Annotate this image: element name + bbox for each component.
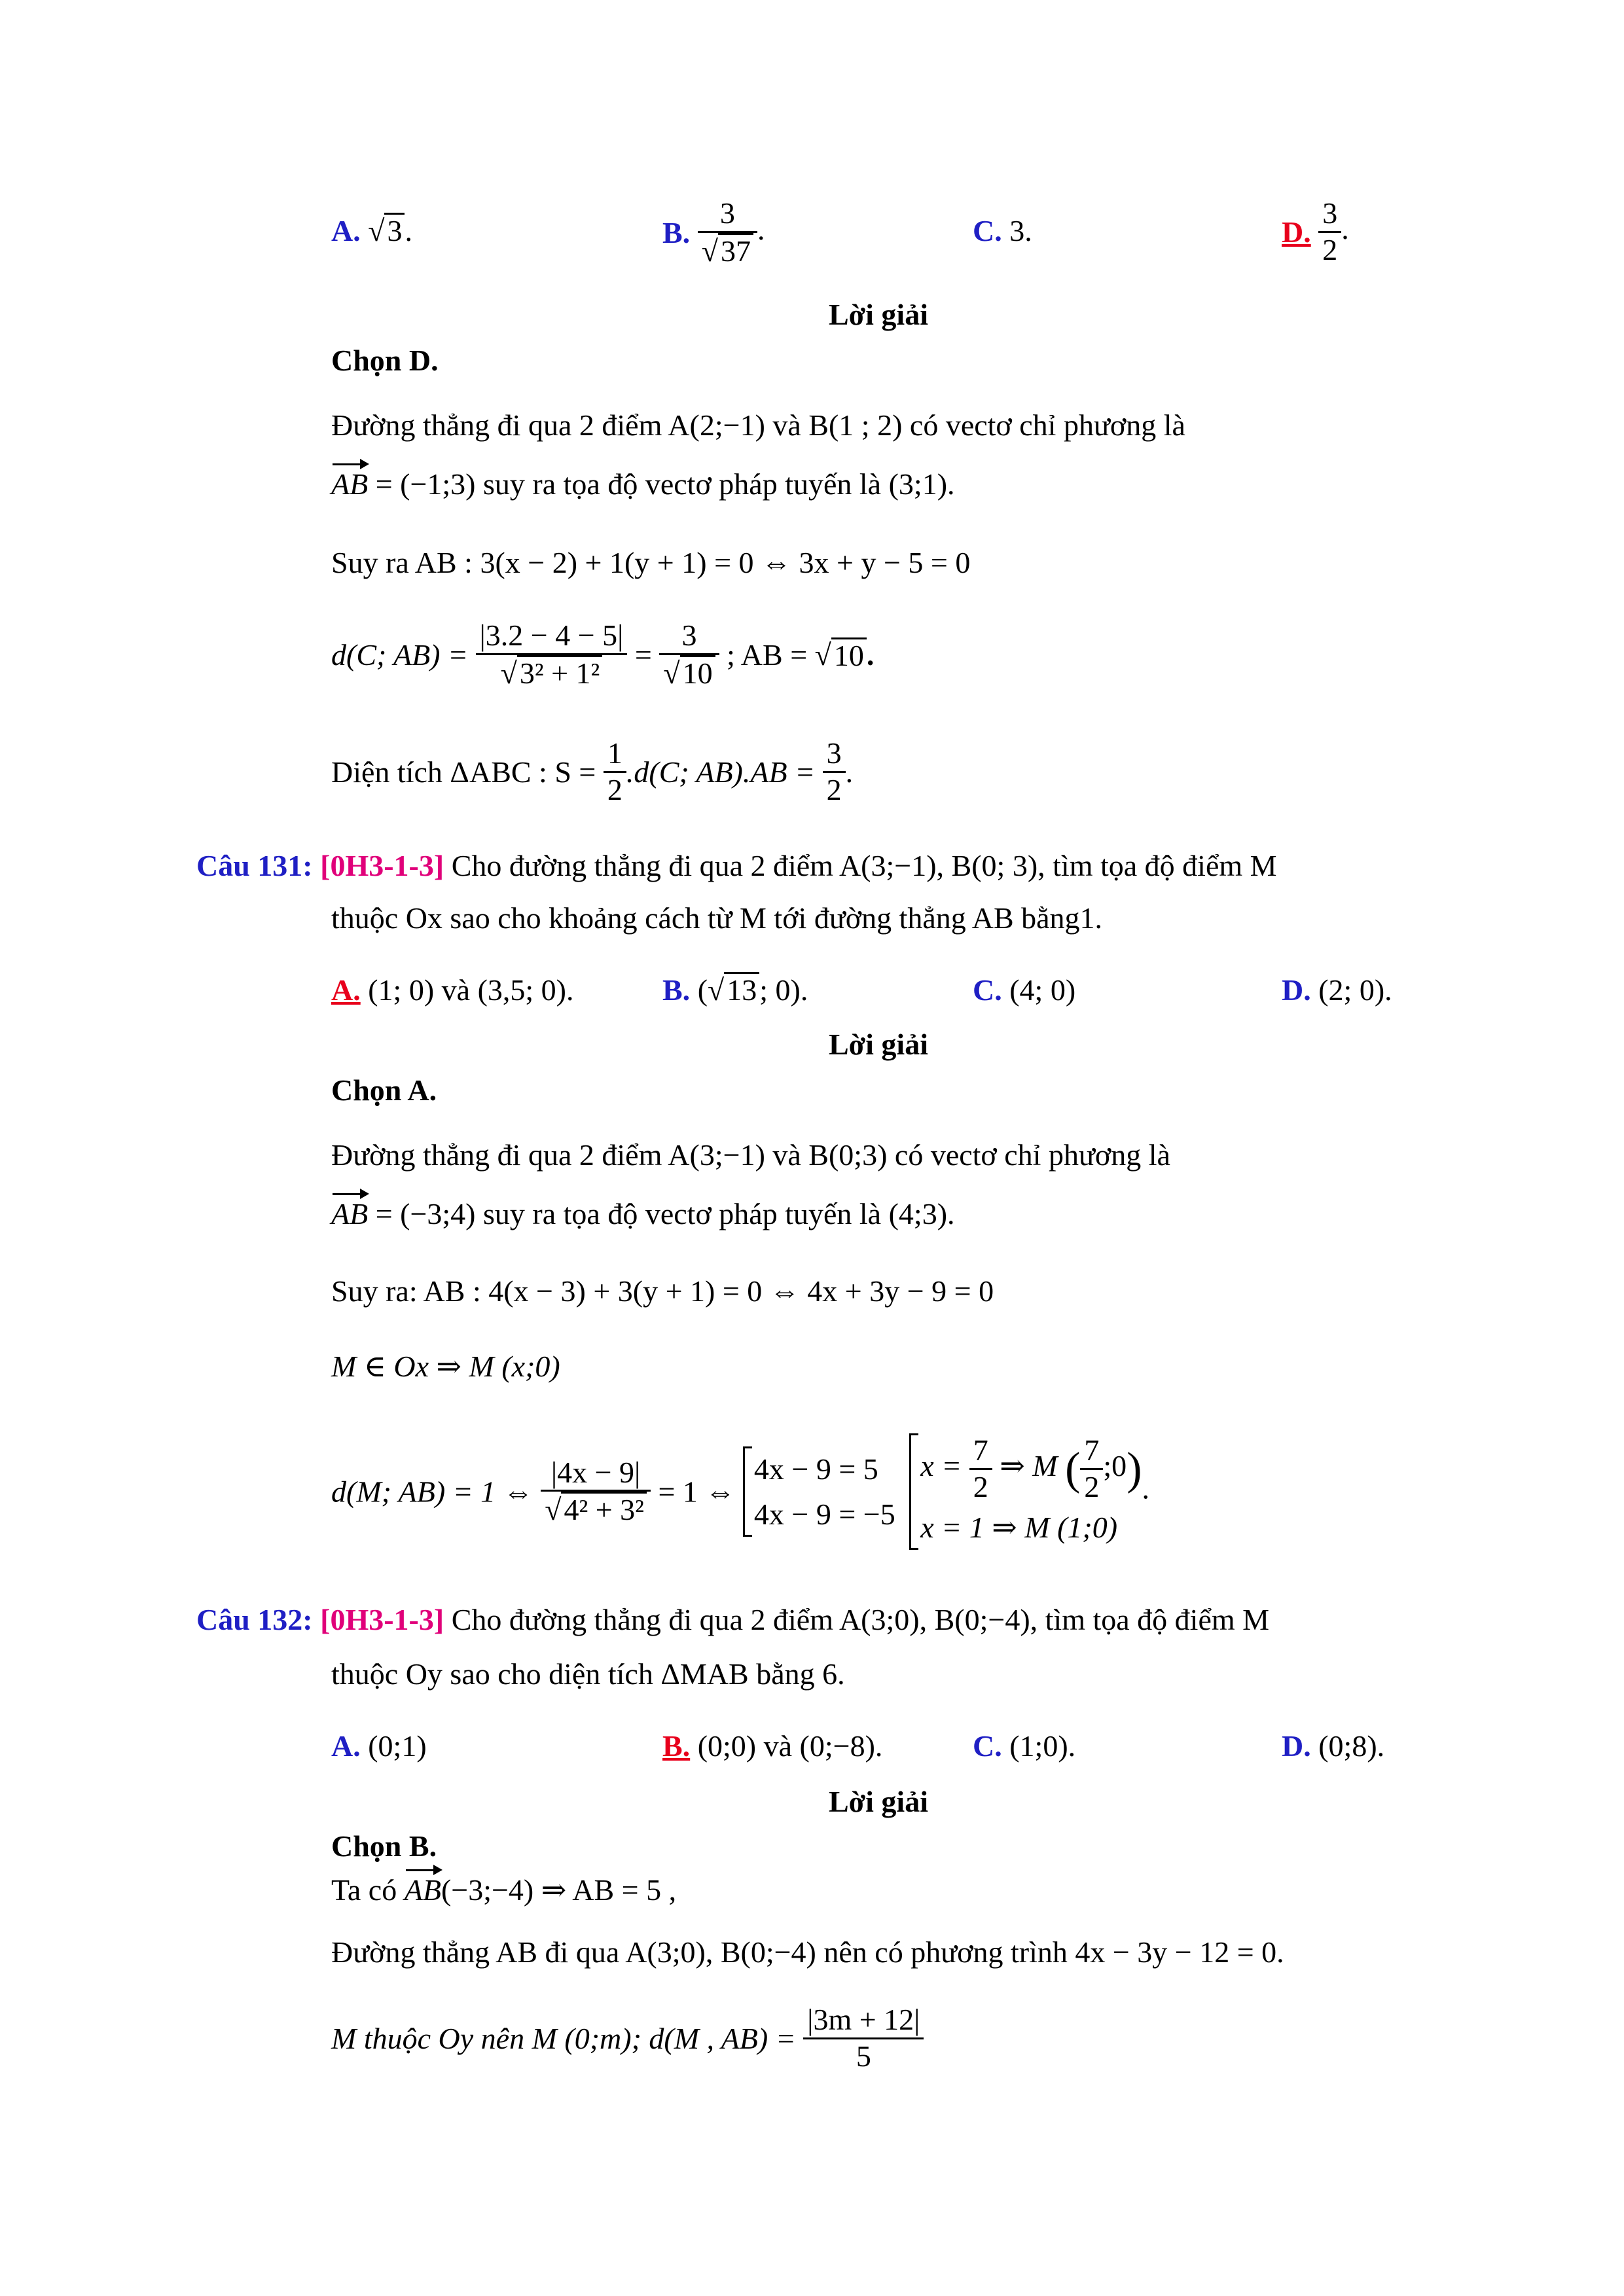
solution-line: Đường thẳng đi qua 2 điểm A(3;−1) và B(0;3) có vectơ chỉ phương là: [331, 1138, 1170, 1172]
chosen-answer: Chọn B.: [331, 1829, 437, 1863]
option-b: B. (√13; 0).: [662, 973, 808, 1007]
case-row: x = $\frac{7}{2}$ ⇒ M ( $\frac{7}{2}$ ;0): [920, 1433, 1142, 1503]
distance-formula: d(C; AB) = $\frac{|3.2 - 4 - 5|}{\text{√3² + 1²}}$ = $\frac{3}{√10}$ ; AB = √10.: [331, 619, 875, 690]
solution-line: Đường thẳng đi qua 2 điểm A(2;−1) và B(1 ; 2) có vectơ chỉ phương là: [331, 408, 1185, 442]
formula-end: ; AB =: [727, 637, 815, 672]
distance-num: |3m + 12|: [803, 2003, 924, 2039]
solution-line: Đường thẳng AB đi qua A(3;0), B(0;−4) nên có phương trình 4x − 3y − 12 = 0.: [331, 1935, 1284, 1969]
distance-equation: [331, 1433, 1149, 1550]
solution-line-text: M thuộc Oy nên M (0;m); d(M , AB) =: [331, 2021, 796, 2055]
option-d-fraction: [1318, 196, 1341, 268]
area-pre: Diện tích ΔABC : S =: [331, 755, 596, 789]
area-mid: .d(C; AB).AB =: [626, 755, 816, 789]
option-a-label: A.: [331, 973, 361, 1007]
formula-num: |3.2 − 4 − 5|: [476, 619, 628, 655]
case-point-num: 7: [1080, 1433, 1103, 1470]
formula-left: d(C; AB) =: [331, 637, 469, 672]
option-d-label: D.: [1282, 215, 1311, 249]
option-d-label: D.: [1282, 1729, 1311, 1763]
question-text: Cho đường thẳng đi qua 2 điểm A(3;0), B(0;−4), tìm tọa độ điểm M: [444, 1603, 1270, 1636]
option-c-value: (1;0).: [1001, 1729, 1076, 1763]
case-text: ⇒ M: [1000, 1448, 1058, 1482]
vector-ab: AB: [405, 1872, 441, 1908]
solution-heading: Lời giải: [829, 1785, 928, 1818]
formula-fraction-2: $\frac{3}{√10}$: [659, 619, 719, 691]
option-c: [973, 972, 1075, 1008]
option-c: [973, 213, 1032, 249]
solution-line-text: = (−1;3) suy ra tọa độ vectơ pháp tuyến là (3;1).: [368, 467, 955, 501]
formula-den-2: 10: [680, 655, 715, 691]
case-row: 4x − 9 = −5: [753, 1497, 895, 1531]
sqrt-symbol: √: [368, 214, 385, 247]
vector-ab: AB: [331, 1196, 368, 1232]
solution-line: [331, 2003, 924, 2074]
eq-num: |4x − 9|: [541, 1456, 651, 1492]
option-a: [331, 972, 574, 1008]
case-text: ;0: [1103, 1448, 1127, 1482]
formula-sqrt: 10: [831, 637, 867, 673]
option-d-value: (2; 0).: [1310, 973, 1392, 1007]
question-label: Câu 131:: [196, 849, 313, 882]
case-bracket-1: [743, 1446, 895, 1537]
option-a-value: 3: [384, 213, 405, 248]
solution-line: [331, 466, 955, 502]
option-b-value: (0;0) và (0;−8).: [690, 1729, 883, 1763]
solution-line: [331, 1196, 955, 1232]
case-bracket-2: [909, 1433, 1142, 1550]
case-point-den: 2: [1084, 1469, 1100, 1503]
option-c-value: (4; 0): [1001, 973, 1076, 1007]
question-tag: [0H3-1-3]: [320, 1603, 444, 1636]
question-text-line: thuộc Ox sao cho khoảng cách từ M tới đường thẳng AB bằng1.: [331, 901, 1103, 935]
solution-line-text: = (−3;4) suy ra tọa độ vectơ pháp tuyến là (4;3).: [368, 1197, 955, 1230]
solution-line-text: (−3;−4) ⇒ AB = 5 ,: [441, 1873, 677, 1907]
option-d: [1282, 196, 1349, 268]
chosen-answer: Chọn A.: [331, 1073, 437, 1107]
solution-heading: Lời giải: [829, 1028, 928, 1061]
case-den: 2: [973, 1469, 988, 1503]
question-132: [196, 1602, 1269, 1638]
area-num-2: 3: [823, 736, 846, 773]
eq-mid: = 1 ⇔: [658, 1475, 736, 1509]
formula-fraction: $\frac{|3.2 - 4 - 5|}{\text{√3² + 1²}}$: [476, 619, 628, 691]
option-b-num: 3: [698, 196, 757, 233]
option-c-end: .: [1024, 214, 1032, 247]
solution-line: Suy ra AB : 3(x − 2) + 1(y + 1) = 0 ⇔ 3x + y − 5 = 0: [331, 546, 971, 579]
area-den: 2: [607, 772, 623, 806]
option-a-value: (1; 0) và (3,5; 0).: [360, 973, 574, 1007]
option-a-end: .: [405, 214, 412, 247]
question-tag: [0H3-1-3]: [320, 849, 444, 882]
option-b-label: B.: [662, 215, 691, 249]
option-a: [331, 1728, 427, 1764]
formula-dot: .: [866, 637, 875, 672]
option-a: [331, 213, 412, 249]
question-text: Cho đường thẳng đi qua 2 điểm A(3;−1), B(0; 3), tìm tọa độ điểm M: [444, 849, 1277, 882]
case-row: x = 1 ⇒ M (1;0): [920, 1510, 1118, 1544]
option-d-label: D.: [1282, 973, 1311, 1007]
option-b-label: B.: [662, 973, 691, 1007]
option-b-fraction: $\frac{3}{√37}$: [698, 196, 757, 269]
case-row: 4x − 9 = 5: [753, 1452, 878, 1486]
option-d-end: .: [1341, 211, 1349, 245]
area-end: .: [845, 755, 854, 789]
chosen-answer: Chọn D.: [331, 344, 439, 377]
case-point-fraction: [1080, 1433, 1103, 1505]
eq-fraction: $\frac{|4x - 9|}{\text{√4² + 3²}}$: [541, 1456, 651, 1528]
option-c: [973, 1728, 1075, 1764]
distance-fraction: [803, 2003, 924, 2074]
option-d-value: (0;8).: [1310, 1729, 1385, 1763]
formula-den: 3² + 1²: [517, 655, 603, 691]
area-formula: [331, 736, 853, 808]
question-text-line: thuộc Oy sao cho diện tích ΔMAB bằng 6.: [331, 1657, 845, 1691]
area-den-2: 2: [826, 772, 842, 806]
option-b-end: .: [757, 212, 765, 246]
case-text: x =: [920, 1448, 962, 1482]
option-c-label: C.: [973, 973, 1002, 1007]
solution-heading: Lời giải: [829, 298, 928, 331]
option-b-post: ; 0).: [759, 973, 808, 1007]
option-d-num: 3: [1318, 196, 1341, 233]
option-b: [662, 196, 765, 269]
option-c-value: 3: [1009, 214, 1025, 247]
vector-ab: AB: [331, 466, 368, 502]
formula-eq: =: [634, 637, 652, 672]
formula-num-2: 3: [659, 619, 719, 655]
area-num: 1: [604, 736, 626, 773]
option-a-label: A.: [331, 214, 361, 247]
option-b-label: B.: [662, 1729, 691, 1763]
solution-line: [331, 1872, 676, 1908]
solution-line-text: Ta có: [331, 1873, 405, 1907]
solution-line: Suy ra: AB : 4(x − 3) + 3(y + 1) = 0 ⇔ 4x + 3y − 9 = 0: [331, 1274, 994, 1308]
eq-den: 4² + 3²: [561, 1492, 647, 1527]
eq-left: d(M; AB) = 1 ⇔: [331, 1475, 533, 1509]
option-d: [1282, 1728, 1384, 1764]
option-b-pre: (: [690, 973, 708, 1007]
option-c-label: C.: [973, 1729, 1002, 1763]
option-b: [662, 1728, 882, 1764]
case-fraction: [969, 1433, 992, 1505]
question-label: Câu 132:: [196, 1603, 313, 1636]
distance-den: 5: [856, 2039, 871, 2073]
option-a-label: A.: [331, 1729, 361, 1763]
area-fraction-2: [823, 736, 846, 808]
area-fraction: [604, 736, 626, 808]
option-a-value: (0;1): [360, 1729, 427, 1763]
option-b-den: 37: [718, 233, 753, 268]
option-d-den: 2: [1322, 232, 1338, 266]
eq-dot: .: [1142, 1471, 1149, 1505]
case-num: 7: [969, 1433, 992, 1470]
option-b-sqrt: 13: [724, 972, 759, 1007]
option-d: [1282, 972, 1392, 1008]
question-131: [196, 848, 1277, 884]
option-c-label: C.: [973, 214, 1002, 247]
solution-line: M ∈ Ox ⇒ M (x;0): [331, 1350, 560, 1383]
